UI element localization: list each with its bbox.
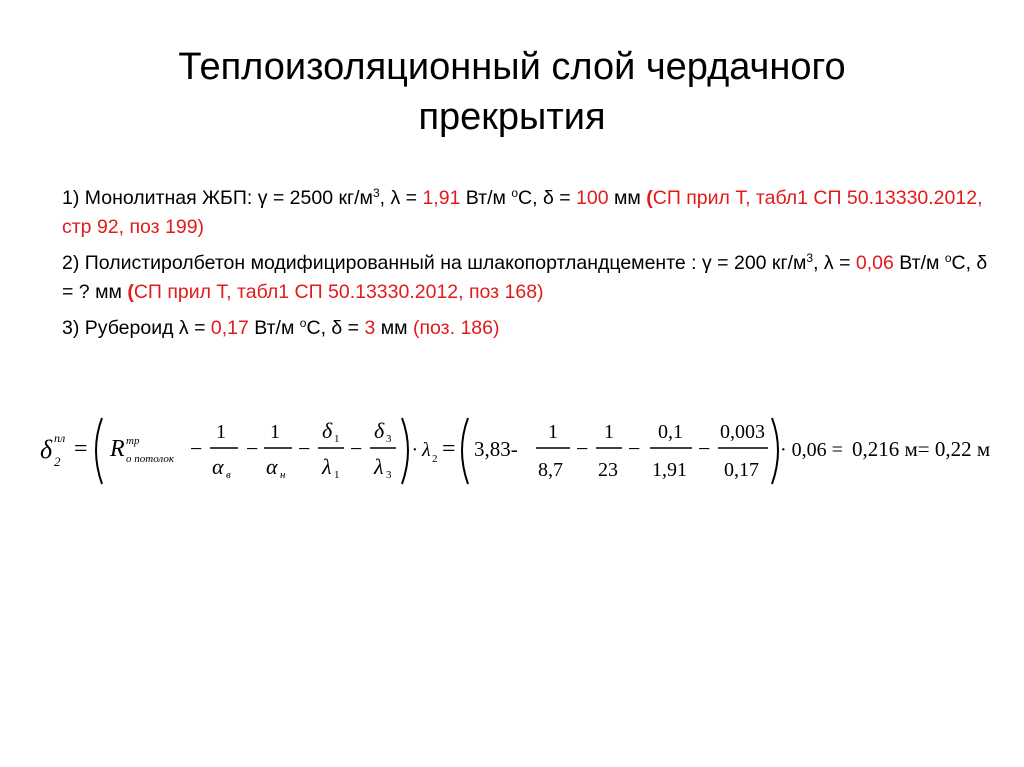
svg-text:=: = bbox=[442, 436, 456, 462]
svg-text:тр: тр bbox=[126, 435, 140, 447]
svg-text:о потолок: о потолок bbox=[126, 453, 174, 465]
formula-lhs: δ bbox=[40, 435, 53, 464]
svg-text:пл: пл bbox=[54, 431, 66, 445]
formula-svg bbox=[40, 400, 1000, 500]
material-list bbox=[62, 184, 992, 350]
svg-text:−: − bbox=[246, 436, 259, 461]
svg-text:2: 2 bbox=[54, 454, 61, 469]
svg-text:1,91: 1,91 bbox=[652, 459, 687, 481]
reference: (поз. 186) bbox=[413, 317, 500, 339]
svg-text:1: 1 bbox=[270, 421, 280, 443]
list-item: 1) Монолитная ЖБП: γ = 2500 $кг/м^3$, λ = 1,91 Вт/м $^о$С, δ = 100 мм (СП прил Т, табл1 СП 50.13330.2012, стр 92, поз 199) bbox=[62, 186, 983, 238]
svg-text:α: α bbox=[266, 454, 278, 479]
svg-text:1: 1 bbox=[334, 433, 340, 445]
svg-text:−: − bbox=[628, 436, 641, 461]
svg-text:2: 2 bbox=[432, 453, 438, 465]
svg-text:−: − bbox=[698, 436, 711, 461]
svg-text:3,83-: 3,83- bbox=[474, 437, 518, 461]
svg-text:1: 1 bbox=[216, 421, 226, 443]
reference: СП прил Т, табл1 СП 50.13330.2012, стр 92, поз 199) bbox=[62, 187, 983, 238]
svg-text:· 0,06 =: · 0,06 = bbox=[780, 439, 843, 461]
svg-text:1: 1 bbox=[548, 421, 558, 443]
svg-text:−: − bbox=[190, 436, 203, 461]
svg-text:0,003: 0,003 bbox=[720, 421, 765, 443]
svg-text:23: 23 bbox=[598, 459, 618, 481]
svg-text:R: R bbox=[110, 436, 125, 462]
svg-text:δ: δ bbox=[374, 418, 385, 443]
svg-text:0,1: 0,1 bbox=[658, 421, 683, 443]
svg-text:λ: λ bbox=[322, 454, 332, 479]
svg-text:· λ: · λ bbox=[412, 439, 431, 461]
list-item: 3) Рубероид λ = 0,17 Вт/м $^о$С, δ = 3 мм (поз. 186) bbox=[62, 316, 500, 339]
list-item: 2) Полистиролбетон модифицированный на шлакопортландцементе : γ = 200 $кг/м^3$, λ = 0,06 Вт/м $^о$С, δ = ? мм (СП прил Т, табл1 СП 50.13330.2012, поз 168) bbox=[62, 251, 988, 303]
svg-text:3: 3 bbox=[386, 433, 392, 445]
svg-text:−: − bbox=[350, 436, 363, 461]
thickness-formula bbox=[40, 400, 1000, 500]
svg-text:1: 1 bbox=[604, 421, 614, 443]
svg-text:1: 1 bbox=[334, 469, 340, 481]
title-line-1: Теплоизоляционный слой чердачного bbox=[178, 46, 846, 88]
svg-text:δ: δ bbox=[322, 418, 333, 443]
title-line-2: прекрытия bbox=[418, 96, 606, 138]
svg-text:−: − bbox=[298, 436, 311, 461]
svg-text:λ: λ bbox=[374, 454, 384, 479]
slide-title bbox=[0, 42, 1024, 142]
formula-result: 0,216 м= 0,22 м bbox=[852, 437, 991, 461]
svg-text:α: α bbox=[212, 454, 224, 479]
svg-text:−: − bbox=[576, 436, 589, 461]
svg-text:=: = bbox=[74, 436, 88, 462]
svg-text:в: в bbox=[226, 469, 231, 481]
svg-text:0,17: 0,17 bbox=[724, 459, 759, 481]
svg-text:3: 3 bbox=[386, 469, 392, 481]
svg-text:8,7: 8,7 bbox=[538, 459, 563, 481]
reference: СП прил Т, табл1 СП 50.13330.2012, поз 168) bbox=[133, 281, 544, 303]
svg-text:н: н bbox=[280, 469, 286, 481]
